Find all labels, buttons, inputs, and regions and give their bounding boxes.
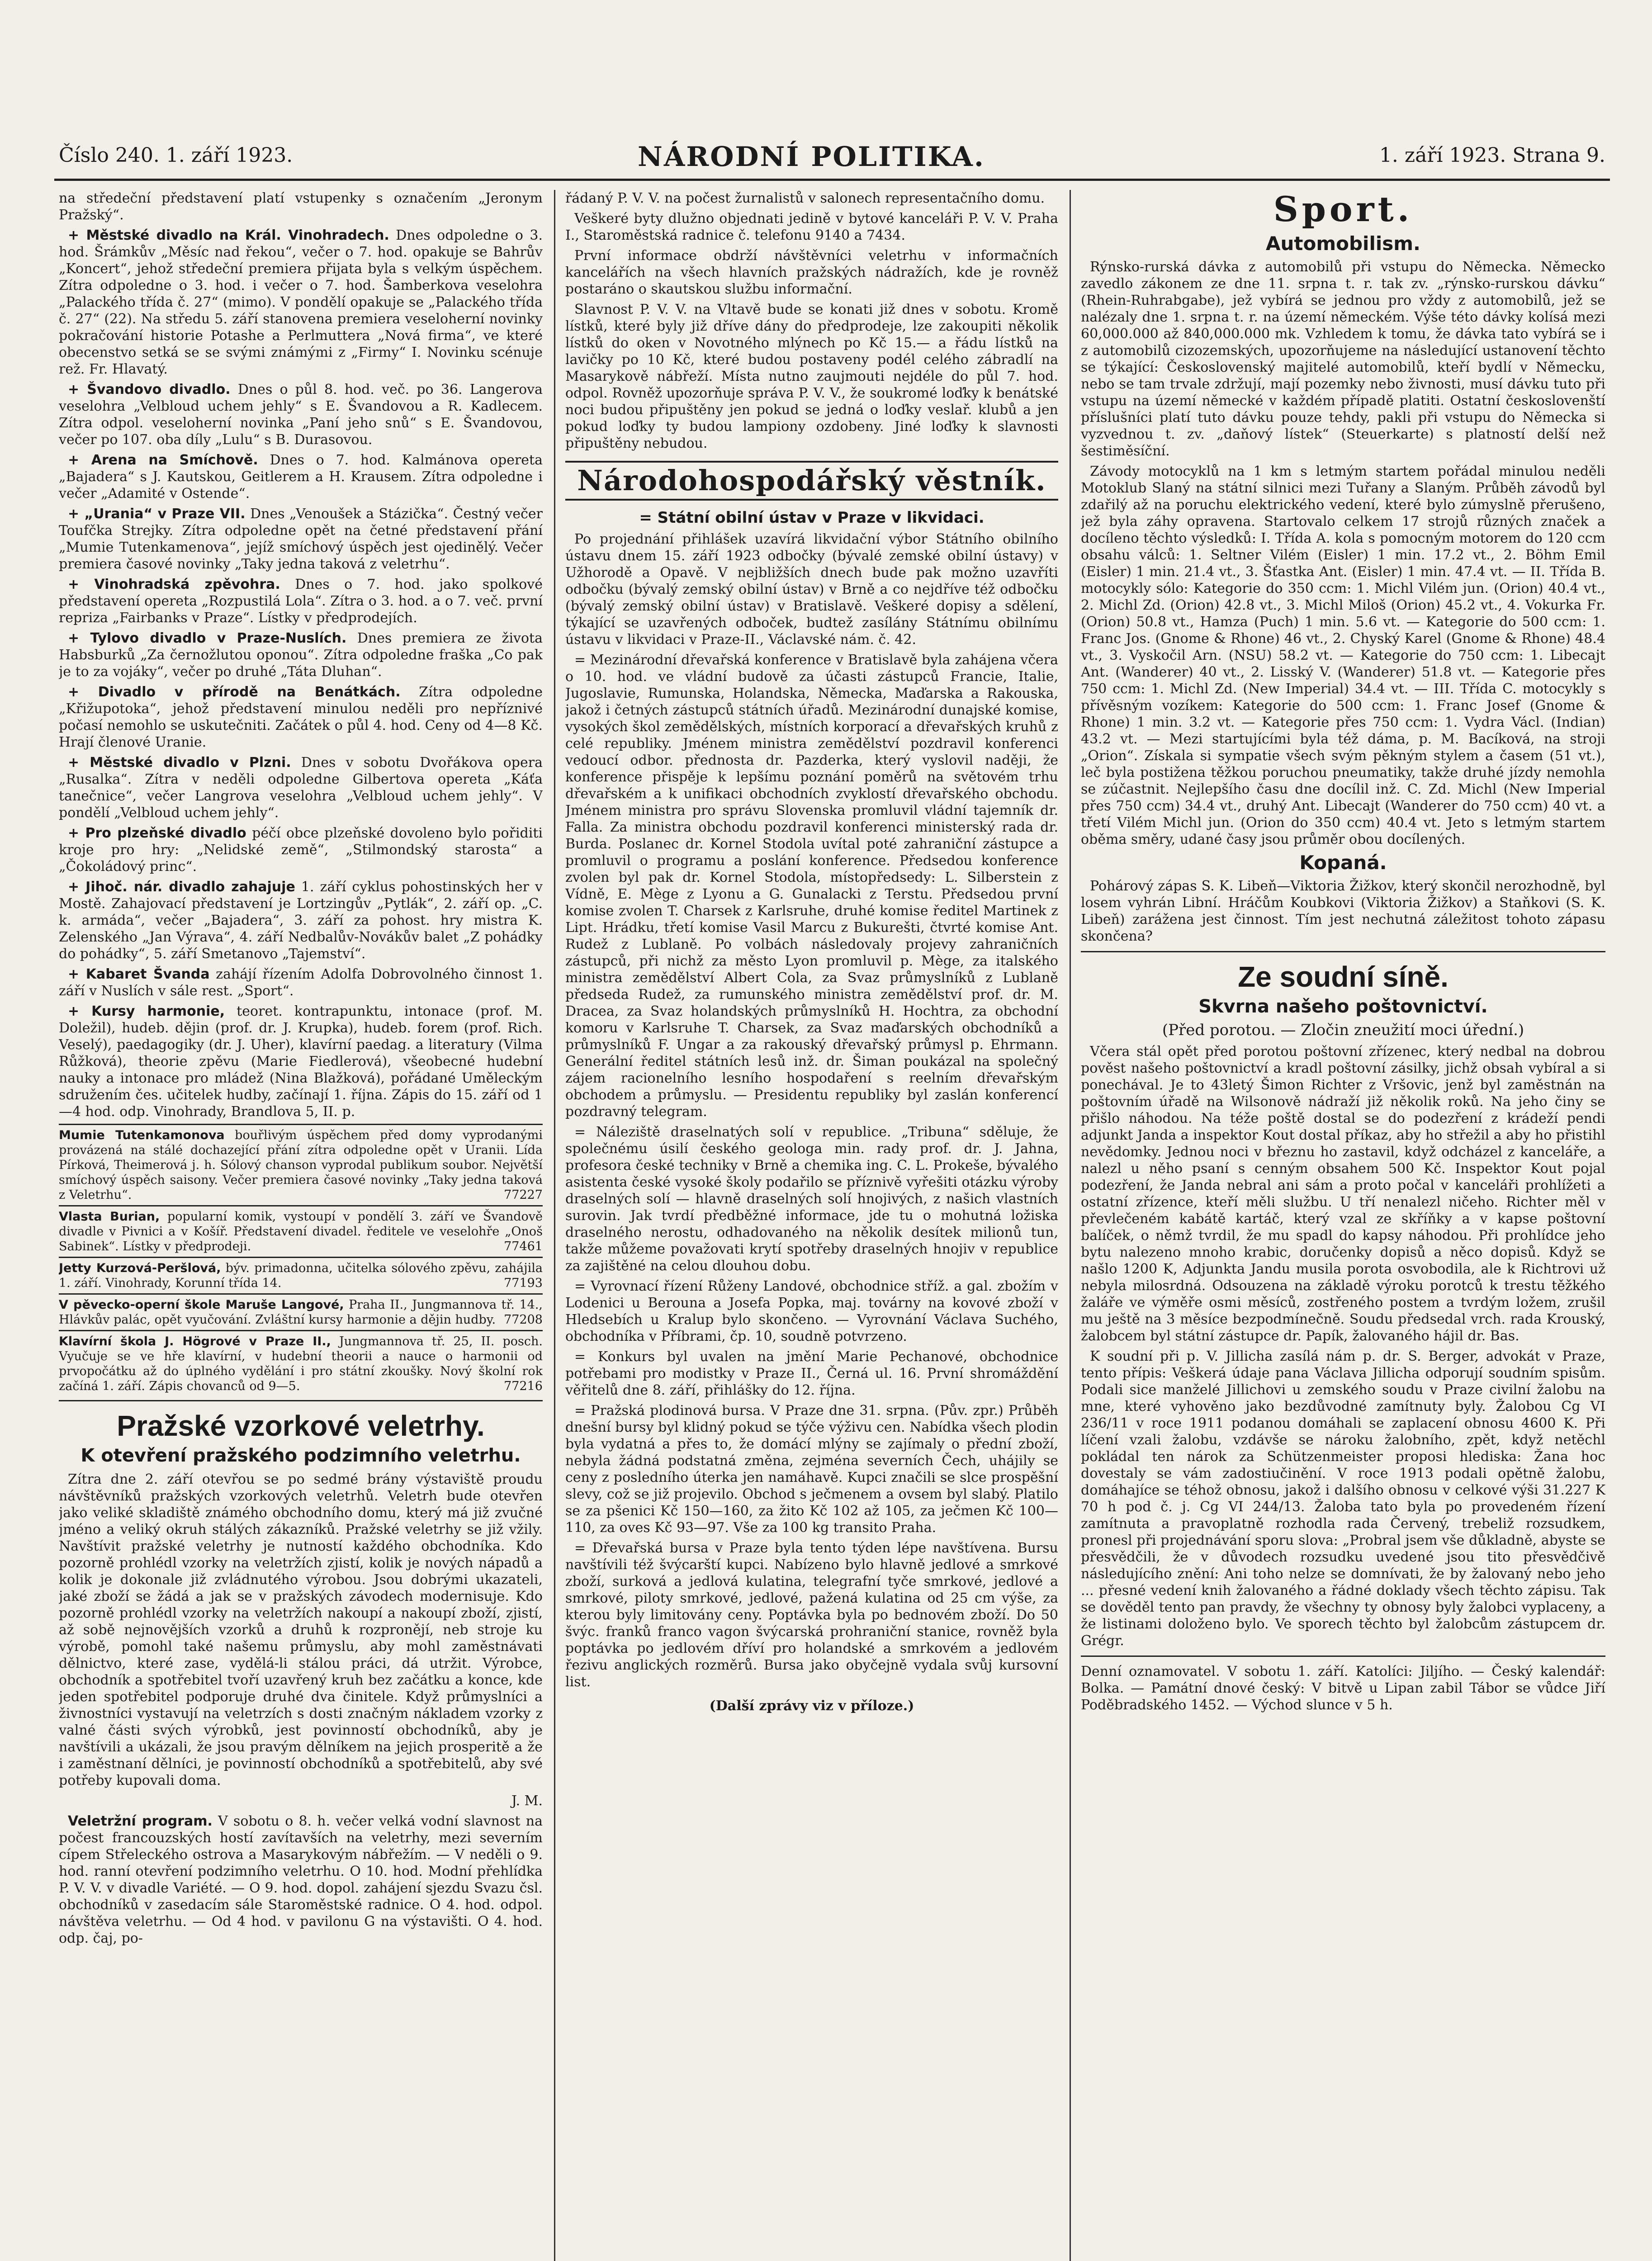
col2-paragraph: Slavnost P. V. V. na Vltavě bude se konati již dnes v sobotu. Kromě lístků, které byly již dříve dány do předprodeje, lze zakoupiti několik lístků do oken v Novotného mlýnech po Kč 15.— a řádu lístků na lavičky po 10 Kč, které budou postaveny podél celého zábradlí na Masarykově nábřeží. Místa nutno zaujmouti nejdéle do půl 7. hod. odpol. Rovněž upozorňuje správa P. V. V., že soukromé loďky k benátské noci budou připuštěny jen pokud se jedná o loďky veslař. klubů a jen pokud loďky ty budou lampiony ozdobeny. Jiné loďky k slavnosti připuštěny nebudou. — [565, 302, 1058, 451]
col2-paragraph: První informace obdrží návštěvníci veletrhu v informačních kancelářích na všech hlavních pražských nádražích, kde je rovněž postaráno o skautskou službu informační. — [565, 248, 1058, 297]
column-divider — [1070, 190, 1071, 2261]
economy-paragraph: = Dřevařská bursa v Praze byla tento týden lépe navštívena. Bursu navštívili též švýcarští kupci. Nabízeno bylo hlavně jedlové a smrkové zboží, surková a jedlová kulatina, telegrafní tyče smrkové, jedlové a smrkové, piloty smrkové, jedlové, pažená kulatina od 25 cm výše, za kterou byly limitovány ceny. Poptávka byla po bednovém zboží. Do 50 švýc. franků franco vagon švýcarská prohraniční stanice, rovněž byla poptávka po jedlovém dříví pro holandské a smrkovém a jedlovém řezivu anglických rozměrů. Bursa jako obyčejně vydala svůj kursovní list. — [565, 1540, 1058, 1690]
sport-heading: Sport. — [1273, 190, 1413, 229]
court-subheading: Skvrna našeho poštovnictví. — [1198, 996, 1488, 1017]
theater-notice — [59, 754, 543, 821]
advertisement-heading: V pěvecko-operní škole Maruše Langové, — [59, 1298, 344, 1312]
theater-notice-heading: + Vinohradská zpěvohra. — [68, 577, 280, 592]
theater-notice — [59, 381, 543, 448]
theater-notice-heading: + Jihoč. nár. divadlo zahajuje — [68, 879, 295, 895]
advertisement-heading: Jetty Kurzová-Peršlová, — [59, 1261, 221, 1275]
kopana-heading: Kopaná. — [1299, 851, 1387, 874]
theater-notice-text: Dnes o 7. hod. Kalmánova opereta „Bajadera“ s J. Kautskou, Geitlerem a H. Krausem. Zítra odpoledne i večer „Adamité v Ostende“. — [59, 452, 543, 501]
theater-notice-text: 1. září cyklus pohostinských her v Mostě. Zahajovací představení je Lortzingův „Pytlák“, 2. září op. „C. k. armáda“, večer „Bajadera“, 3. září za pohost. hry mistra K. Zelenského „Jan Výrava“, 4. září Nedbalův-Novákův balet „Z pohádky do pohádky“, 5. září Smetanovo „Tajemství“. — [59, 879, 543, 962]
theater-notice — [59, 684, 543, 751]
theater-notice-heading: + Arena na Smíchově. — [68, 452, 258, 468]
economy-paragraph: = Pražská plodinová bursa. V Praze dne 31. srpna. (Pův. zpr.) Průběh dnešní bursy byl klidný pokud se týče výživu cen. Nabídka všech plodin byla vydatná a přes to, že domácí mlýny se zajímaly o přední zboží, nebyla žádná podstatná změna, zejména severních Čech, uhájily se ceny z posledního úterka jen namáhavě. Kupci značili se slce prospěšní slevy, což se již projevilo. Obchod s ječmenem a ovsem byl slabý. Platilo se za pšenici Kč 150—160, za žito Kč 102 až 105, za ječmen Kč 100—110, za oves Kč 93—97. Vše za 100 kg transito Praha. — [565, 1403, 1058, 1536]
theater-notice-heading: + „Urania“ v Praze VII. — [68, 506, 246, 522]
theater-notice-text: Dnes o půl 8. hod. več. po 36. Langerova veselohra „Velbloud uchem jehly“ s E. Švandovou a R. Kadlecem. Zítra odpol. veseloherní novinka „Paní jeho snů“ s E. Švandovou, večer po 107. oba díly „Lulu“ s B. Durasovou. — [59, 382, 543, 448]
theater-notice-heading: + Pro plzeňské divadlo — [68, 825, 246, 841]
theater-notice-text: Dnes o 7. hod. jako spolkové představení opereta „Rozpustilá Lola“. Zítra o 3. hod. a o 7. več. první repriza „Fairbanks v Praze“. Lístky v předprodejích. — [59, 577, 543, 626]
theater-notice-heading: + Městské divadlo na Král. Vinohradech. — [68, 227, 389, 243]
theater-notice — [59, 630, 543, 680]
column-3 — [1081, 190, 1605, 2261]
theater-notice-text: Dnes premiera ze života Habsburků „Za černožlutou oponou“. Zítra odpoledne fraška „Co pak je to za vojáky“, večer po druhé „Táta Dluhan“. — [59, 630, 543, 680]
article-signature: J. M. — [511, 1793, 543, 1809]
economy-subheading: = Státní obilní ústav v Praze v likvidaci. — [639, 509, 985, 527]
advertisement — [59, 1293, 543, 1327]
calendar-notice: Denní oznamovatel. V sobotu 1. září. Katolíci: Jiljího. — Český kalendář: Bolka. — Památní dnové český: V bitvě u Lipan zabil Tábor se vůdce Jiří Poděbradského 1452. — Východ slunce v 5 h. — [1081, 1664, 1605, 1713]
column-2 — [565, 190, 1058, 2261]
column-divider — [554, 190, 555, 2261]
issue-number: Číslo 240. 1. září 1923. — [59, 144, 293, 167]
masthead-title: NÁRODNÍ POLITIKA. — [638, 141, 985, 173]
advertisement-heading: Klavírní škola J. Högrové v Praze II., — [59, 1334, 331, 1348]
theater-notice-text: Dnes „Venoušek a Stázička“. Čestný večer Toufčka Strejky. Zítra odpoledne opět na četné představení přání „Mumie Tutenkamenova“, jejíž smíchový úspěch jest ojedinělý. Večer premiera časové novinky „Taky jedna taková z veletrhu“. — [59, 506, 543, 572]
theater-notice — [59, 227, 543, 378]
advertisement-heading: Vlasta Burian, — [59, 1210, 160, 1224]
intro-text: na středeční představení platí vstupenky s označením „Jeronym Pražský“. — [59, 190, 543, 223]
advertisement — [59, 1205, 543, 1254]
col2-paragraph: Veškeré byty dlužno objednati jedině v bytové kanceláři P. V. V. Praha I., Staroměstská radnice č. telefonu 9140 a 7434. — [565, 211, 1058, 243]
advertisement-code: 77227 — [504, 1188, 543, 1202]
theater-notice — [59, 825, 543, 875]
automobilism-paragraph: Závody motocyklů na 1 km s letmým startem pořádal minulou neděli Motoklub Slaný na státní silnici mezi Tuřany a Slaným. Průběh závodů byl zdařilý až na poruchu elektrického vedení, které bylo zúmyslně přerušeno, jež byla záhy opravena. Startovalo celkem 17 strojů různých značek a docíleno těchto výsledků: I. Třída A. kola s pomocným motorem do 120 ccm obsahu válců: 1. Seltner Vilém (Eisler) 1 min. 17.2 vt., 2. Böhm Emil (Eisler) 1 min. 21.4 vt., 3. Šťastka Ant. (Eisler) 1 min. 47.4 vt. — II. Třída B. motocykly sólo: Kategorie do 350 ccm: 1. Michl Vilém jun. (Orion) 40.4 vt., 2. Michl Zd. (Orion) 42.8 vt., 3. Michl Miloš (Orion) 45.2 vt., 4. Vokurka Fr. (Orion) 50.8 vt., Hamza (Puch) 1 min. 5.6 vt. — Kategorie do 500 ccm: 1. Franc Jos. (Gnome & Rhone) 46 vt., 2. Chyský Karel (Gnome & Rhone) 48.4 vt., 3. Vyskočil Arn. (NSU) 58.2 vt. — Kategorie do 750 ccm: 1. Libecajt Ant. (Wanderer) 40 vt., 2. Lisský V. (Wanderer) 51.8 vt. — Kategorie přes 750 ccm: 1. Michl Zd. (New Imperial) 34.4 vt. — III. Třída C. motocykly s přívěsným vozíkem: Kategorie do 500 ccm: 1. Franc Josef (Gnome & Rhone) 1 min. 3.2 vt. — Kategorie přes 750 ccm: 1. Vydra Václ. (Indian) 43.2 vt. — Mezi startujícími byla též dáma, p. M. Bacíková, na stroji „Orion“. Získala si sympatie všech svým pěkným stylem a časem (51 vt.), leč byla postižena těžkou poruchou pneumatiky, takže druhé jízdy nemohla se zúčastnit. Nejlepšího času dne docílil inž. C. Zd. Michl (New Imperial přes 750 ccm) 34.4 vt., druhý Ant. Libecajt (Wanderer do 750 ccm) 40 vt. a třetí Vilém Michl jun. (Orion do 350 ccm) 40.4 vt. Jeto s letmým startem oběma směry, udané časy jsou průměr obou docílených. — [1081, 464, 1605, 847]
advertisements — [59, 1124, 543, 1394]
advertisement-code: 77193 — [504, 1276, 543, 1290]
theater-notice — [59, 452, 543, 502]
program-heading: Veletržní program. — [68, 1813, 213, 1829]
court-heading: Ze soudní síně. — [1238, 960, 1448, 993]
theater-notice-text: péčí obce plzeňské dovoleno bylo pořiditi kroje pro hry: „Nelidské země“, „Stilmondský starosta“ a „Čokoládový princ“. — [59, 825, 543, 875]
section-divider — [1081, 1656, 1605, 1657]
veletrhy-subheading: K otevření pražského podzimního veletrhu. — [80, 1445, 521, 1466]
automobilism-paragraph: Rýnsko-rurská dávka z automobilů při vstupu do Německa. Německo zavedlo zákonem ze dne 11. srpna t. r. tak zv. „rýnsko-rurskou dávku“ (Rhein-Ruhrabgabe), jež vybírá se jednou pro vždy z automobilů, jež se nalézaly dne 1. srpna t. r. na území německém. Výše této dávky kolísá mezi 60,000.000 až 840,000.000 mk. Vzhledem k tomu, že dávka tato vybírá se i z automobilů cizozemských, upozorňujeme na následující ustanovení těchto se týkající: Československý majitelé automobilů, kteří bydlí v Německu, nebo se tam trvale zdržují, mají pozemky nebo živnosti, musí dávku tuto při vstupu na území německé v každém případě platiti. Ostatní českoslovenští příslušníci platí tuto dávku pouze tehdy, pakli při vstupu do Německa si vyzvednou t. zv. „daňový lístek“ (Steuerkarte) s platností delší než šestiměsíční. — [1081, 259, 1605, 459]
program-text: V sobotu o 8. h. večer velká vodní slavnost na počest francouzských hostí zavítavších na veletrhy, mezi severním cípem Střeleckého ostrova a Masarykovým nábřežím. — V neděli o 9. hod. ranní otevření podzimního veletrhu. O 10. hod. Modní přehlídka P. V. V. v divadle Variété. — O 9. hod. dopol. zahájení sjezdu Svazu čsl. obchodníků v zasedacím sále Staroměstské radnice. O 4. hod. odpol. návštěva veletrhu. — Od 4 hod. v pavilonu G na výstavišti. O 4. hod. odp. čaj, po- — [59, 1813, 543, 1946]
theater-notice — [59, 1003, 543, 1120]
advertisement-code: 77461 — [504, 1239, 543, 1253]
automobilism-heading: Automobilism. — [1266, 232, 1420, 255]
column-1 — [59, 190, 543, 2261]
theater-notice-heading: + Švandovo divadlo. — [68, 382, 231, 397]
theater-notice-text: Dnes v sobotu Dvořákova opera „Rusalka“. Zítra v neděli odpoledne Gilbertova opereta „Káťa tanečnice“, večer Langrova veselohra „Velbloud uchem jehly“. V pondělí „Velbloud uchem jehly“. — [59, 755, 543, 821]
kopana-paragraph: Pohárový zápas S. K. Libeň—Viktoria Žižkov, který skončil nerozhodně, byl losem vyhrán Libní. Hráčům Koubkovi (Viktoria Žižkov) a Staňkovi (S. K. Libeň) zarážena jest činnost. Tím jest nechutná záležitost tohoto zápasu skončena? — [1081, 878, 1605, 944]
advertisement-code: 77216 — [504, 1379, 543, 1393]
court-paragraph: Včera stál opět před porotou poštovní zřízenec, který nedbal na dobrou pověst našeho poštovnictví a kradl poštovní zásilky, jichž obsah vybíral a si ponechával. Je to 43letý Šimon Richter z Vršovic, jenž byl zaměstnán na poštovním úřadě na Wilsonově nádraží již několik roků. Na jeho činy se přišlo náhodou. Na téže poště dostal se do podezření z krádeží pendi adjunkt Janda a inspektor Kout dostal příkaz, aby ho střežil a aby ho přistihl nevědomky. Jednou noci v březnu ho zastavil, když odcházel z kanceláře, a nalezl u něho psaní s cenným obsahem 500 Kč. Inspektor Kout pojal podezření, že Janda nebral ani sám a proto počal v kanceláři prohlížeti a ostatní zřízence, kteří měli službu. U tří nenalezl ničeho. Richter měl v převlečeném kabátě kartáč, který vzal ze skříňky a v kapse poštovní balíček, o němž tvrdil, že mu spadl do kapsy náhodou. Při prohlídce jeho bytu nalezeno mnoho krabic, doručenky dopisů a něco dopisů. Když se našlo 1200 K, Adjunkta Jandu musila porota osvobodila, ale k Richtrovi už nebyla milosrdná. Odsouzena na základě výroku porotců k trestu těžkého žaláře ve výměře osmi měsíců, zostřeného postem a tvrdým ložem, zrušil mu ještě na 3 měsíce bezpodmínečně. Soudu předsedal vrch. rada Krouský, žalobcem byl státní zástupce dr. Papík, žalovaného hájil dr. Bas. — [1081, 1044, 1605, 1344]
veletrhy-heading: Pražské vzorkové veletrhy. — [117, 1410, 485, 1442]
court-note: (Před porotou. — Zločin zneužití moci úřední.) — [1162, 1021, 1524, 1039]
advertisement-text: býv. primadonna, učitelka sólového zpěvu, zahájila 1. září. Vinohrady, Korunní třída 14. — [59, 1261, 543, 1290]
theater-notices — [59, 227, 543, 1120]
theater-notice-heading: + Kursy harmonie, — [68, 1003, 225, 1019]
theater-notice — [59, 576, 543, 626]
advertisement-text: bouřlivým úspěchem před domy vyprodanými provázená na stálé dochazející přání zítra odpoledne opět v Uranii. Lída Pírková, Theimerová j. h. Sólový chanson vyprodal publikum soubor. Největší smíchový úspěch saisony. Večer premiera časové novinky „Taky jedna taková z Veletrhu“. — [59, 1128, 543, 1202]
economy-paragraph: Po projednání přihlášek uzavírá likvidační výbor Státního obilního ústavu dnem 15. září 1923 odbočky (bývalé zemské obilní ústavy) v Užhorodě a Opavě. V nejbližších dnech bude pak možno uzavříti odbočku (bývalý zemský obilní ústav) v Brně a co nejdříve též odbočku (bývalý zemský obilní ústav) v Bratislavě. Veškeré dopisy a sdělení, týkající se uzavřených odboček, budtež zasílány Státnímu obilnímu ústavu v likvidaci v Praze-II., Václavské nám. č. 42. — [565, 531, 1058, 648]
col2-paragraph: řádaný P. V. V. na počest žurnalistů v salonech representačního domu. — [565, 190, 1045, 206]
theater-notice-text: Dnes odpoledne o 3. hod. Šrámkův „Měsíc nad řekou“, večer o 7. hod. opakuje se Bahrův „Koncert“, jehož středeční premiera přijata byla s velkým úspěchem. Zítra odpoledne o 3. hod. i večer o 7. hod. Šamberkova veselohra „Palackého třída č. 27“ (mimo). V pondělí opakuje se „Palackého třída č. 27“ (22). Na středu 5. září stanovena premiera veseloherní novinky pokračování historie Potashe a Perlmuttera „Nová firma“, ve které obecenstvo setká se se svými známými z „Firmy“ I. Novinku scénuje rež. Fr. Hlavatý. — [59, 227, 543, 377]
advertisement-text: popularní komik, vystoupí v pondělí 3. září ve Švandově divadle v Pivnici a v Košíř. Představení divadel. ředitele ve veselohře „Onoš Sabinek“. Lístky v předprodeji. — [59, 1210, 543, 1253]
advertisement-text: Jungmannova tř. 25, II. posch. Vyučuje se ve hře klavírní, v hudební theorii a nauce o harmonii od prvopočátku až do úplného vydělání i pro státní zkoušky. Nový školní rok začíná 1. září. Zápis chovanců od 9—5. — [59, 1334, 543, 1393]
economy-paragraph: = Vyrovnací řízení Růženy Landové, obchodnice stříž. a gal. zbožím v Lodenici u Berouna a Josefa Popka, maj. továrny na kovové zboží v Hledsebích u Kralup bylo skončeno. — Vyrovnání Václava Suchého, obchodníka v Příbrami, čp. 10, soudně potvrzeno. — [565, 1278, 1058, 1344]
theater-notice — [59, 966, 543, 999]
economy-paragraph: = Konkurs byl uvalen na jmění Marie Pechanové, obchodnice potřebami pro modistky v Praze II., Černá ul. 16. První shromáždění věřitelů dne 8. září, přihlášky do 12. října. — [565, 1349, 1058, 1398]
advertisement-text: Praha II., Jungmannova tř. 14., Hlávkův palác, opět vyučování. Zvláštní kursy harmonie a dějin hudby. — [59, 1298, 543, 1327]
page-header — [59, 141, 1605, 175]
veletrhy-article: Zítra dne 2. září otevřou se po sedmé brány výstaviště proudu návštěvníků pražských vzorkových veletrhů. Veletrh bude otevřen jako veliké skladiště známého obchodního domu, který má již zvučné jméno a veliký okruh stálých zákazníků. Pražské veletrhy se již vžily. Navštívit pražské veletrhy je nutností každého obchodníka. Kdo pozorně prohlédl vzorky na veletržích zjistí, kolik je nových nápadů a kolik je dokonale již zvládnutého výrobou. Jsou dobrými ukazateli, jaké zboží se žádá a jak se v pražských závodech modernisuje. Kdo pozorně prohlédl vzorky na veletržích nakoupí a nakoupí zboží, zjistí, až sobě nejnovějších vzorků a druhů k rozpronějí, neb stroje ku výrobě, pomohl také našemu průmyslu, aby mohl zaměstnávati dělnictvo, které zase, vydělá-li stálou práci, dá utržit. Výrobce, obchodník a spotřebitel tvoří uzavřený kruh bez začátku a konce, kde jeden spotřebitel podporuje druhé dva činitele. Když průmyslníci a živnostníci vystavují na veletrzích s dosti značným nákladem vzorky z valné části svých výrobků, jest povinností obchodníků, aby je navštívili a ukázali, že jsou pravým dělníkem na jejich prosperitě a že i zaměstnaní dělníci, je povinností obchodníků a spotřebitelů, aby své potřeby kupovali doma. — [59, 1471, 543, 1788]
court-paragraph: K soudní při p. V. Jillicha zasílá nám p. dr. S. Berger, advokát v Praze, tento přípis: Veškerá údaje pana Václava Jillicha odporují soudním spisům. Podali sice manželé Jillichovi u zemského soudu v Praze civilní žalobu na mne, které vyhověno jako bezdůvodné zamítnuty byly. Žalobou Cg VI 236/11 v roce 1911 podanou domáhali se zaplacení obnosu 4600 K. Při líčení vzali žalobu, vzdávše se nároku žalobního, zpět, když netěchl pokládal ten nárok za Schützenmeister proposi hlediska: Žana hoc dovestaly se vám zadostiučinění. V roce 1913 podali opětně žalobu, domáhajíce se téhož obnosu, jakož i dalšího obnosu v celkové výši 31.227 K 70 h pod č. j. Cg VI 244/13. Žaloba tato byla po provedeném řízení zamítnuta a pravoplatně rozhodla rada Červený, trebeliž rozsudkem, pronesl při projednávání sporu slova: „Probral jsem vše důkladně, abyste se přesvědčili, že v důvodech rozsudku uvedené jsou tito přesvědčivě následujícího znění: Ani toho nelze se domnívati, že by žalovaný nebo jeho ... přesné vedení knih žalovaného a řádné doklady všech těchto zápisu. Tak se dověděl tento pan pravdy, že všechny ty obnosy byly žalobci vyplaceny, a že listinami doloženo bylo. Ve sporech těchto byl žalobcům zástupcem dr. Grégr. — [1081, 1348, 1605, 1649]
economy-paragraph: = Náleziště draselnatých solí v republice. „Tribuna“ sděluje, že společnému úsilí českého geologa min. rady prof. dr. J. Jahna, profesora české techniky v Brně a chemika ing. C. L. Prokeše, bývalého asistenta české vysoké školy podařilo se příznivě vyřešiti otázku výroby draselných solí — hlavně draselných solí hnojivých, z našich vlastních surovin. Jak tvrdí předběžné informace, jde tu o mohutná ložiska draselného nerostu, odhadovaného na několik desítek milionů tun, takže můžeme považovati krytí spotřeby draselných hnojiv v republice za zajištěné na celou dlouhou dobu. — [565, 1124, 1058, 1274]
economy-section-heading: Národohospodářský věstník. — [565, 461, 1058, 501]
theater-notice-heading: + Divadlo v přírodě na Benátkách. — [68, 684, 401, 700]
theater-notice — [59, 506, 543, 572]
theater-notice-heading: + Tylovo divadlo v Praze-Nuslích. — [68, 630, 347, 646]
section-divider — [59, 1400, 543, 1401]
header-rule — [54, 179, 1610, 181]
theater-notice-text: teoret. kontrapunktu, intonace (prof. M. Doležil), hudeb. dějin (prof. dr. J. Krupka), hudeb. forem (prof. Rich. Veselý), paedagogiky (dr. J. Uher), klavírní paedag. a literatury (Vilma Růžková), theorie zpěvu (Marie Fiedlerová), všeobecné hudební nauky a intonace pro mládež (Nina Blažková), pořádané Uměleckým sdružením čes. učitelek hudby, začínají 1. října. Zápis do 15. září od 1—4 hod. odp. Vinohrady, Brandlova 5, II. p. — [59, 1003, 543, 1120]
advertisement — [59, 1257, 543, 1291]
theater-notice-heading: + Kabaret Švanda — [68, 966, 210, 982]
economy-paragraph: = Mezinárodní dřevařská konference v Bratislavě byla zahájena včera o 10. hod. ve vládní budově za účasti zástupců Francie, Italie, Jugoslavie, Rumunska, Holandska, Německa, Maďarska a Rakouska, jakož i četných zástupců státních úřadů. Mezinárodní dunajské komise, vysokých škol zemědělských, místních korporací a dřevařských kruhů z celé republiky. Jménem ministra zemědělství pozdravil konferenci vedoucí odbor. přednosta dr. Pazderka, který vyslovil naději, že konference přispěje k lepšímu poznání poměrů na světovém trhu dřevařském a k unifikaci obchodních zvyklostí dřevařského obchodu. Jménem ministra pro správu Slovenska promluvil vládní tajemník dr. Falla. Za ministra obchodu pozdravil konferenci ministerský rada dr. Burda. Poslanec dr. Kornel Stodola uvítal poté zahraniční zástupce a promluvil o programu a poslání konference. Předsedou konference zvolen byl pak dr. Kornel Stodola, místopředsedy: L. Silberstein z Vídně, E. Mège z Lyonu a G. Gunalacki z Terstu. Předsedou první komise zvolen T. Charsek z Karlsruhe, druhé komise ředitel Martinek z Lipt. Hrádku, třetí komise Vasil Marcu z Bukurešti, čtvrté komise Ant. Rudež z Lublaně. Po volbách následovaly projevy zahraničních zástupců, při nichž za město Lyon promluvil p. Mège, za italského ministra zemědělství Albert Cola, za Svaz průmyslníků z Lublaně předseda Rudež, za rumunského ministra zemědělství prof. dr. M. Dracea, za Svaz holandských průmyslníků H. Hochtra, za obchodní komoru v Karlsruhe T. Charsek, za Svaz maďarských obchodníků a průmyslníků F. Ungar a za rakouský dřevařský průmysl p. Ehrmann. Generální ředitel státních lesů inž. dr. Šiman poukázal na společný zájem racionelního lesního hospodaření s reelním dřevařským obchodem a průmyslu. — Presidentu republiky byl zaslán konferencí pozdravný telegram. — [565, 652, 1058, 1120]
theater-notice-heading: + Městské divadlo v Plzni. — [68, 755, 291, 771]
theater-notice-text: Zítra odpoledne „Křižupotoka“, jehož představení minulou neděli pro nepříznivé počasí nemohlo se uskutečniti. Začátek o půl 4. hod. Ceny od 4—8 Kč. Hrají členové Uranie. — [59, 684, 543, 750]
page-number: 1. září 1923. Strana 9. — [1379, 144, 1605, 167]
advertisement-code: 77208 — [504, 1313, 543, 1327]
advertisement-heading: Mumie Tutenkamonova — [59, 1128, 225, 1142]
theater-notice-text: zahájí řízením Adolfa Dobrovolného činnost 1. září v Nuslích v sále rest. „Sport“. — [59, 966, 543, 999]
advertisement — [59, 1330, 543, 1394]
theater-notice — [59, 879, 543, 962]
advertisement — [59, 1124, 543, 1202]
section-divider — [1081, 951, 1605, 952]
continued-note: (Další zprávy viz v příloze.) — [709, 1698, 914, 1714]
